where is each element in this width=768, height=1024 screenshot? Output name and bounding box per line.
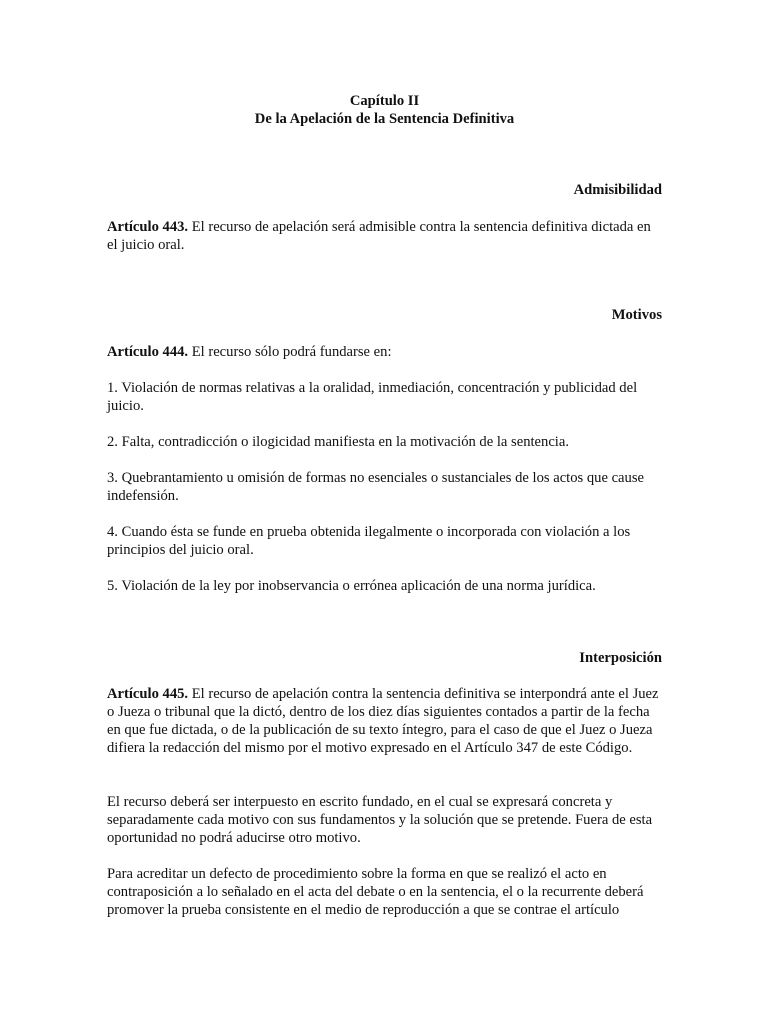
section-heading-admisibilidad: Admisibilidad [573, 182, 662, 198]
article-text: El recurso de apelación será admisible contra la sentencia definitiva dictada en el juicio oral. [107, 219, 651, 253]
article-label: Artículo 443. [107, 219, 189, 235]
article-label: Artículo 444. [107, 344, 189, 360]
article-text: El recurso de apelación contra la sentencia definitiva se interpondrá ante el Juez o Jueza o tribunal que la dictó, dentro de los diez días siguientes contados a partir de la fecha en que fue dictada, o de la publicación de su texto íntegro, para el caso de que el Juez o Jueza difiera la redacción del mismo por el motivo expresado en el Artículo 347 de este Código. [107, 686, 659, 756]
list-item: 3. Quebrantamiento u omisión de formas no esenciales o sustanciales de los actos que cause indefensión. [107, 470, 644, 504]
section-heading-interposicion: Interposición [579, 650, 662, 666]
chapter-subtitle: De la Apelación de la Sentencia Definitiva [254, 111, 515, 127]
list-item: 2. Falta, contradicción o ilogicidad manifiesta en la motivación de la sentencia. [107, 434, 569, 450]
paragraph: El recurso deberá ser interpuesto en escrito fundado, en el cual se expresará concreta y separadamente cada motivo con sus fundamentos y la solución que se pretende. Fuera de esta oportunidad no podrá aducirse otro motivo. [107, 794, 653, 846]
section-heading-motivos: Motivos [611, 307, 662, 323]
article-text: El recurso sólo podrá fundarse en: [188, 344, 392, 360]
list-item: 1. Violación de normas relativas a la oralidad, inmediación, concentración y publicidad del juicio. [107, 380, 638, 414]
chapter-title: Capítulo II [349, 93, 420, 109]
article-label: Artículo 445. [107, 686, 189, 702]
article-443 [107, 218, 662, 254]
article-444 [107, 343, 662, 361]
article-445 [107, 685, 662, 757]
list-item: 5. Violación de la ley por inobservancia o errónea aplicación de una norma jurídica. [107, 578, 596, 594]
paragraph: Para acreditar un defecto de procedimiento sobre la forma en que se realizó el acto en contraposición a lo señalado en el acta del debate o en la sentencia, el o la recurrente deberá promover la prueba consistente en el medio de reproducción a que se contrae el artículo [107, 866, 644, 918]
document-page [107, 0, 662, 1024]
list-item: 4. Cuando ésta se funde en prueba obtenida ilegalmente o incorporada con violación a los principios del juicio oral. [107, 524, 631, 558]
